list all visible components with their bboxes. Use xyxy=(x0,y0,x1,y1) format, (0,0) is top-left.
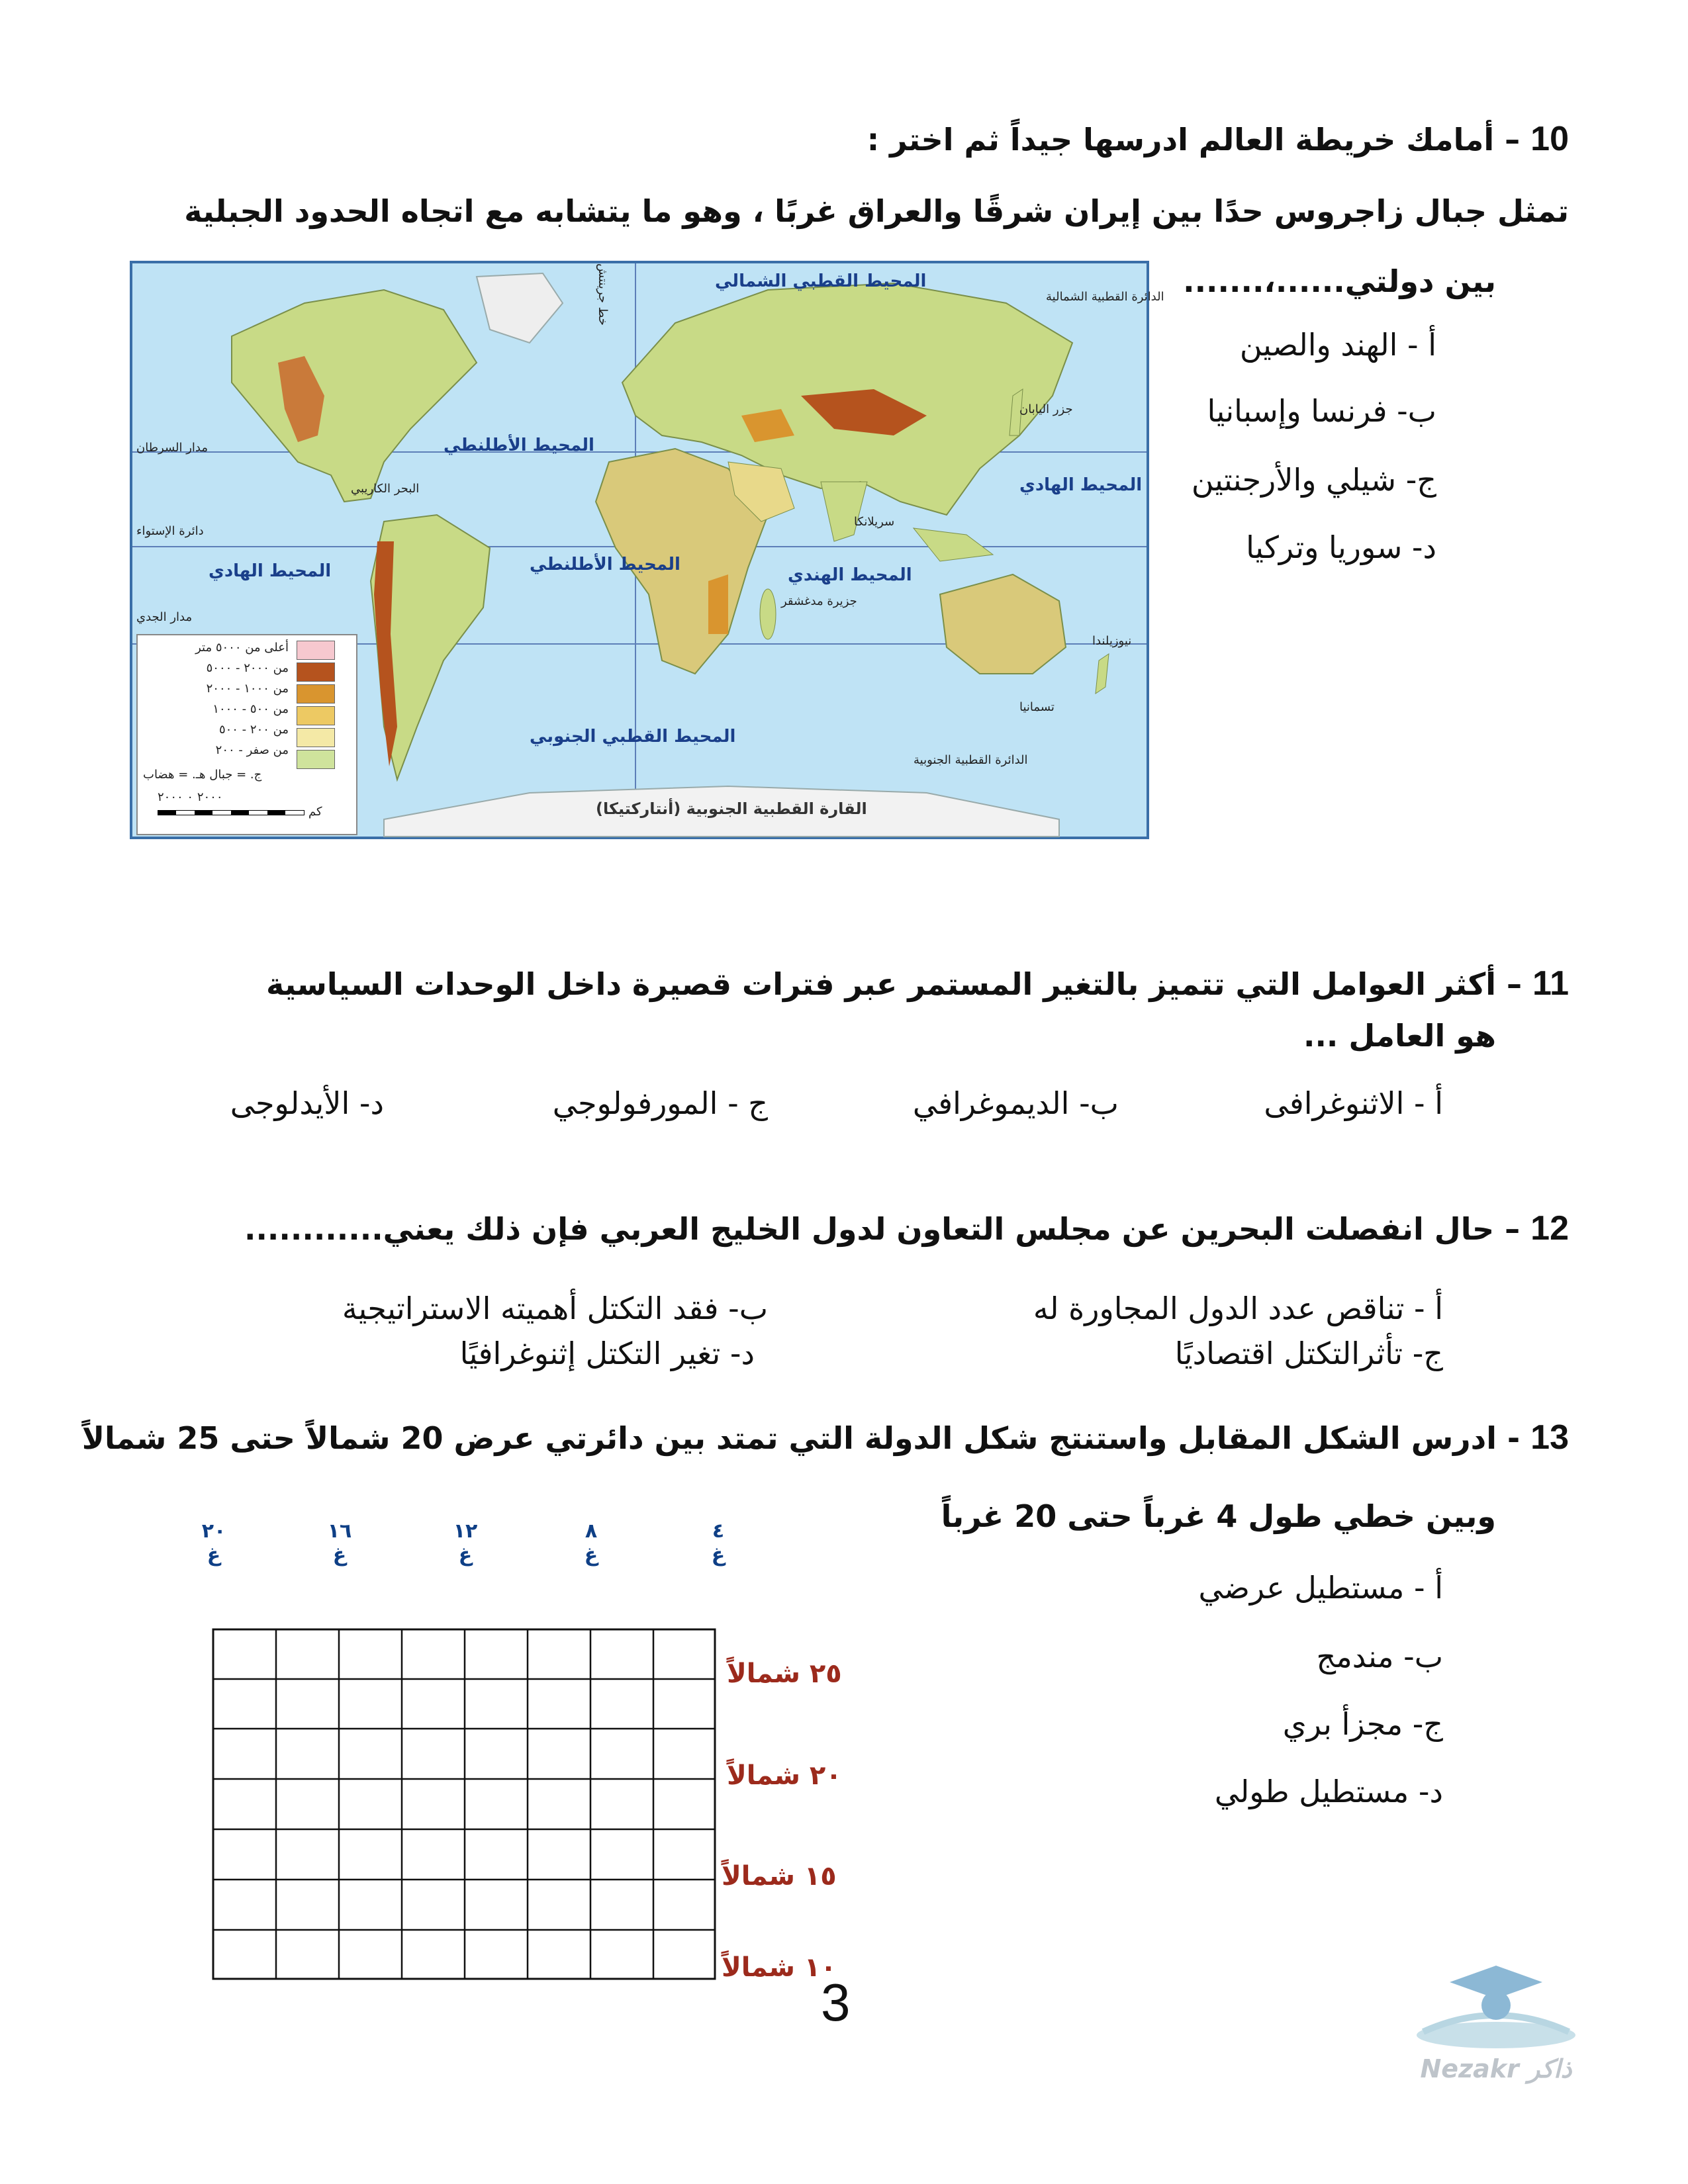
nezakr-watermark xyxy=(1397,1952,1595,2085)
map-label-arctic-circle: الدائرة القطبية الشمالية xyxy=(1046,290,1164,304)
longitude-label-5 xyxy=(702,1520,735,1567)
legend-swatch-3 xyxy=(297,684,335,704)
longitude-3-num: ١٢ xyxy=(453,1520,478,1543)
page-number: 3 xyxy=(821,1973,851,2032)
q10-stem-line2: بين دولتي......،....... xyxy=(1183,263,1496,299)
map-label-greenwich: خط جرينتش xyxy=(596,263,610,326)
longitude-5-num: ٤ xyxy=(712,1520,725,1543)
q10-option-c[interactable]: ج- شيلي والأرجنتين xyxy=(1191,462,1436,498)
longitude-2-dir: غ xyxy=(332,1543,347,1567)
q13-option-b[interactable]: ب- مندمج xyxy=(1316,1639,1443,1674)
legend-row-5-label: من ٢٠٠ - ٥٠٠ xyxy=(218,723,289,737)
map-label-tropic-cancer: مدار السرطان xyxy=(136,441,209,455)
latitude-label-25: ٢٥ شمالاً xyxy=(727,1659,842,1689)
q13-option-d[interactable]: د- مستطيل طولي xyxy=(1214,1774,1443,1809)
legend-row-2-label: من ٢٠٠٠ - ٥٠٠٠ xyxy=(206,661,289,675)
longitude-label-3 xyxy=(449,1520,482,1567)
longitude-2-num: ١٦ xyxy=(327,1520,352,1543)
q13-option-a[interactable]: أ - مستطيل عرضي xyxy=(1198,1570,1443,1606)
map-label-atlantic-n: المحيط الأطلنطي xyxy=(444,435,594,455)
legend-swatch-6 xyxy=(297,750,335,769)
q11-title xyxy=(266,964,1569,1003)
legend-scale: ٢٠٠٠ ٠ ٢٠٠٠ xyxy=(158,790,223,804)
watermark-text: Nezakr ذاكر xyxy=(1420,2054,1572,2083)
longitude-1-dir: غ xyxy=(207,1543,221,1567)
east-africa-highlands xyxy=(708,574,728,634)
q11-option-b[interactable]: ب- الديموغرافي xyxy=(912,1085,1119,1121)
q10-option-a[interactable]: أ - الهند والصين xyxy=(1239,327,1436,363)
q10-option-b[interactable]: ب- فرنسا وإسبانيا xyxy=(1207,393,1436,429)
longitude-4-num: ٨ xyxy=(585,1520,598,1543)
madagascar-shape xyxy=(760,589,776,639)
legend-swatch-1 xyxy=(297,641,335,660)
grid-lines xyxy=(212,1628,716,1980)
q12-option-b[interactable]: ب- فقد التكتل أهميته الاستراتيجية xyxy=(342,1291,768,1326)
q13-number: 13 xyxy=(1530,1418,1569,1457)
map-legend xyxy=(136,634,357,835)
q10-title-text: – أمامك خريطة العالم ادرسها جيداً ثم اختر : xyxy=(867,122,1521,158)
north-america-shape xyxy=(232,290,477,502)
longitude-label-4 xyxy=(575,1520,608,1567)
q12-title xyxy=(244,1208,1569,1248)
legend-row-4-label: من ٥٠٠ - ١٠٠٠ xyxy=(212,702,289,716)
latitude-label-10: ١٠ شمالاً xyxy=(722,1952,837,1983)
q10-stem-line1: تمثل جبال زاجروس حدًا بين إيران شرقًا والعراق غربًا ، وهو ما يتشابه مع اتجاه الحدود الجبلية xyxy=(184,193,1569,229)
legend-row-3-label: من ١٠٠٠ - ٢٠٠٠ xyxy=(206,682,289,696)
latitude-label-20: ٢٠ شمالاً xyxy=(727,1760,842,1791)
legend-swatch-4 xyxy=(297,706,335,725)
map-label-japan: جزر اليابان xyxy=(1019,402,1073,416)
q10-number: 10 xyxy=(1530,120,1569,158)
greenland-shape xyxy=(477,273,563,343)
q11-line2: هو العامل ... xyxy=(1303,1018,1496,1054)
q10-title xyxy=(867,119,1569,159)
map-label-antarctica: القارة القطبية الجنوبية (أنتاركتيكا) xyxy=(596,799,867,818)
q11-title-text: – أكثر العوامل التي تتميز بالتغير المستمر عبر فترات قصيرة داخل الوحدات السياسية xyxy=(265,966,1522,1002)
legend-swatch-5 xyxy=(297,728,335,747)
map-label-new-zealand: نيوزيلندا xyxy=(1092,634,1132,648)
map-label-tasmania: تسمانيا xyxy=(1019,700,1055,714)
q12-number: 12 xyxy=(1530,1209,1569,1248)
lat-long-grid xyxy=(212,1628,716,1980)
q13-option-c[interactable]: ج- مجزأ بري xyxy=(1282,1706,1443,1742)
longitude-1-num: ٢٠ xyxy=(201,1520,226,1543)
map-label-atlantic-s: المحيط الأطلنطي xyxy=(530,555,680,574)
longitude-label-2 xyxy=(323,1520,356,1567)
q11-option-a[interactable]: أ - الاثنوغرافى xyxy=(1264,1085,1443,1121)
legend-abbrev: ج. = جبال هـ. = هضاب xyxy=(143,768,262,782)
map-label-pacific-e: المحيط الهادي xyxy=(209,561,332,581)
q11-option-d[interactable]: د- الأيدلوجى xyxy=(230,1085,384,1121)
map-label-srilanka: سريلانكا xyxy=(854,515,895,529)
map-label-pacific-w: المحيط الهادي xyxy=(1019,475,1143,495)
legend-scale-unit: كم xyxy=(308,805,322,819)
indonesia-shape xyxy=(914,528,993,561)
legend-rows xyxy=(143,641,289,764)
map-label-equator: دائرة الإستواء xyxy=(136,524,204,538)
longitude-5-dir: غ xyxy=(711,1543,726,1567)
q12-option-a[interactable]: أ - تناقص عدد الدول المجاورة له xyxy=(1033,1291,1443,1326)
map-label-tropic-capricorn: مدار الجدي xyxy=(136,610,193,624)
world-physical-map xyxy=(130,261,1164,839)
q12-option-c[interactable]: ج- تأثرالتكتل اقتصاديًا xyxy=(1174,1336,1443,1371)
map-label-southern: المحيط القطبي الجنوبي xyxy=(530,727,736,747)
legend-row-6-label: من صفر - ٢٠٠ xyxy=(215,743,289,757)
q12-option-d[interactable]: د- تغير التكتل إثنوغرافيًا xyxy=(459,1336,755,1371)
legend-row-1-label: أعلى من ٥٠٠٠ متر xyxy=(195,641,289,655)
legend-swatches xyxy=(297,641,335,772)
legend-swatch-2 xyxy=(297,662,335,682)
india-shape xyxy=(821,482,867,541)
map-label-arctic: المحيط القطبي الشمالي xyxy=(715,271,927,291)
q13-title-text: - ادرس الشكل المقابل واستنتج شكل الدولة التي تمتد بين دائرتي عرض 20 شمالاً حتى 25 شمالاً xyxy=(81,1420,1521,1456)
q12-title-text: – حال انفصلت البحرين عن مجلس التعاون لدول الخليج العربي فإن ذلك يعني............ xyxy=(244,1211,1521,1247)
latitude-label-15: ١٥ شمالاً xyxy=(722,1861,837,1891)
q13-line2: وبين خطي طول 4 غرباً حتى 20 غرباً xyxy=(941,1498,1496,1534)
map-label-madagascar: جزيرة مدغشقر xyxy=(781,594,857,608)
longitude-3-dir: غ xyxy=(458,1543,473,1567)
map-label-antarctic-circle: الدائرة القطبية الجنوبية xyxy=(914,753,1028,767)
longitude-label-1 xyxy=(197,1520,230,1567)
legend-scale-bar xyxy=(158,810,305,815)
q10-option-d[interactable]: د- سوريا وتركيا xyxy=(1246,529,1436,565)
new-zealand-shape xyxy=(1096,654,1109,694)
q11-option-c[interactable]: ج - المورفولوجي xyxy=(552,1085,768,1121)
graduation-cap-book-icon xyxy=(1397,1952,1595,2052)
map-label-indian: المحيط الهندي xyxy=(788,565,912,585)
q13-title xyxy=(82,1418,1569,1457)
longitude-4-dir: غ xyxy=(584,1543,598,1567)
q11-number: 11 xyxy=(1532,964,1569,1003)
australia-shape xyxy=(940,574,1066,674)
map-label-caribbean: البحر الكاريبي xyxy=(351,482,420,496)
